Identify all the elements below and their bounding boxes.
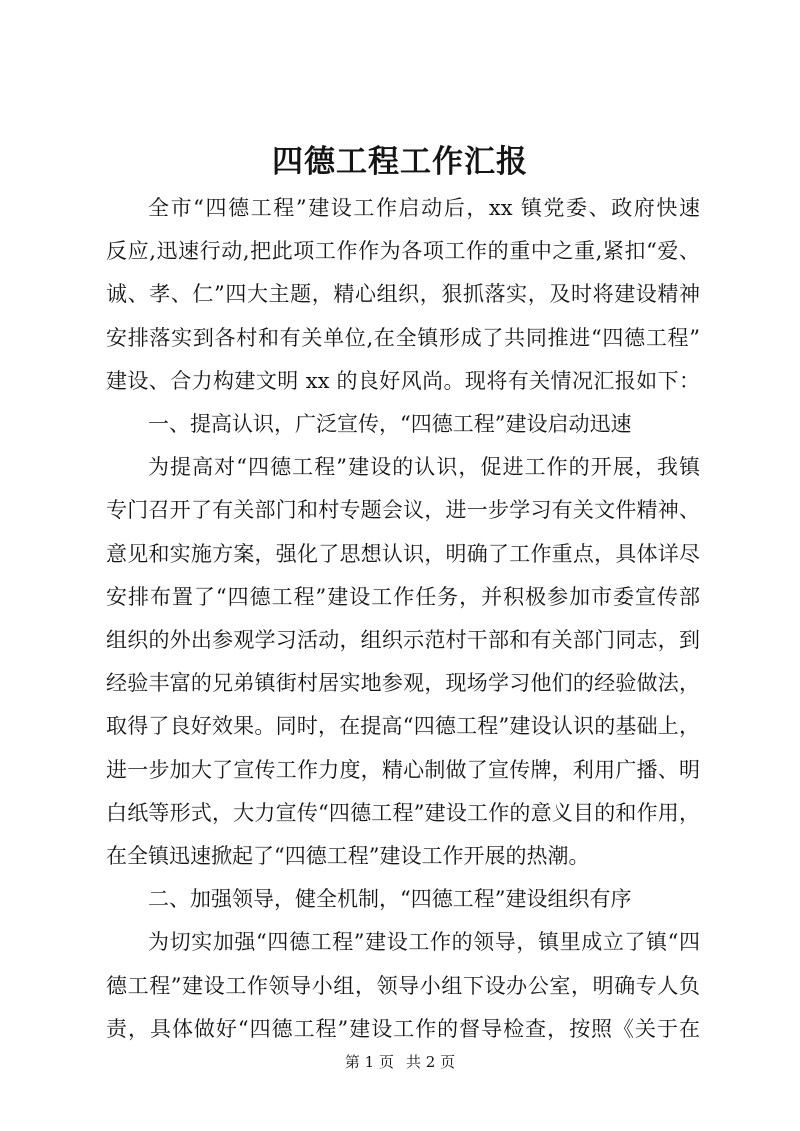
body-line: 安排落实到各村和有关单位,在全镇形成了共同推进“四德工程” [106,325,700,350]
body-line: 意见和实施方案，强化了思想认识，明确了工作重点，具体详尽 [106,541,700,566]
body-line: 白纸等形式，大力宣传“四德工程”建设工作的意义目的和作用， [106,800,700,825]
body-line: 诚、孝、仁”四大主题，精心组织，狠抓落实，及时将建设精神 [106,282,700,307]
body-line: 为切实加强“四德工程”建设工作的领导，镇里成立了镇“四 [148,930,700,955]
section-heading: 二、加强领导，健全机制，“四德工程”建设组织有序 [148,887,632,912]
body-line: 为提高对“四德工程”建设的认识，促进工作的开展，我镇 [148,455,700,480]
body-line: 经验丰富的兄弟镇街村居实地参观，现场学习他们的经验做法， [106,671,700,696]
body-line: 全市“四德工程”建设工作启动后，xx 镇党委、政府快速 [148,196,700,220]
page-number: 第 1 页 [344,1053,394,1071]
body-line: 反应,迅速行动,把此项工作作为各项工作的重中之重,紧扣“爱、 [106,239,700,264]
body-line: 建设、合力构建文明 xx 的良好风尚。现将有关情况汇报如下： [106,368,700,393]
body-line: 组织的外出参观学习活动，组织示范村干部和有关部门同志，到 [106,628,700,652]
page-total: 共 2 页 [406,1053,456,1071]
body-line: 安排布置了“四德工程”建设工作任务，并积极参加市委宣传部 [106,584,700,609]
body-line: 取得了良好效果。同时，在提高“四德工程”建设认识的基础上， [106,714,700,739]
body-line: 德工程”建设工作领导小组，领导小组下设办公室，明确专人负 [106,973,700,998]
document-title: 四德工程工作汇报 [272,144,528,180]
body-line: 专门召开了有关部门和村专题会议，进一步学习有关文件精神、 [106,498,700,523]
page-footer [0,1052,800,1072]
body-line: 进一步加大了宣传工作力度，精心制做了宣传牌，利用广播、明 [106,757,700,782]
body-line: 责，具体做好“四德工程”建设工作的督导检查，按照《关于在 [106,1016,700,1041]
body-line: 在全镇迅速掀起了“四德工程”建设工作开展的热潮。 [106,844,590,868]
section-heading: 一、提高认识，广泛宣传，“四德工程”建设启动迅速 [148,412,632,436]
